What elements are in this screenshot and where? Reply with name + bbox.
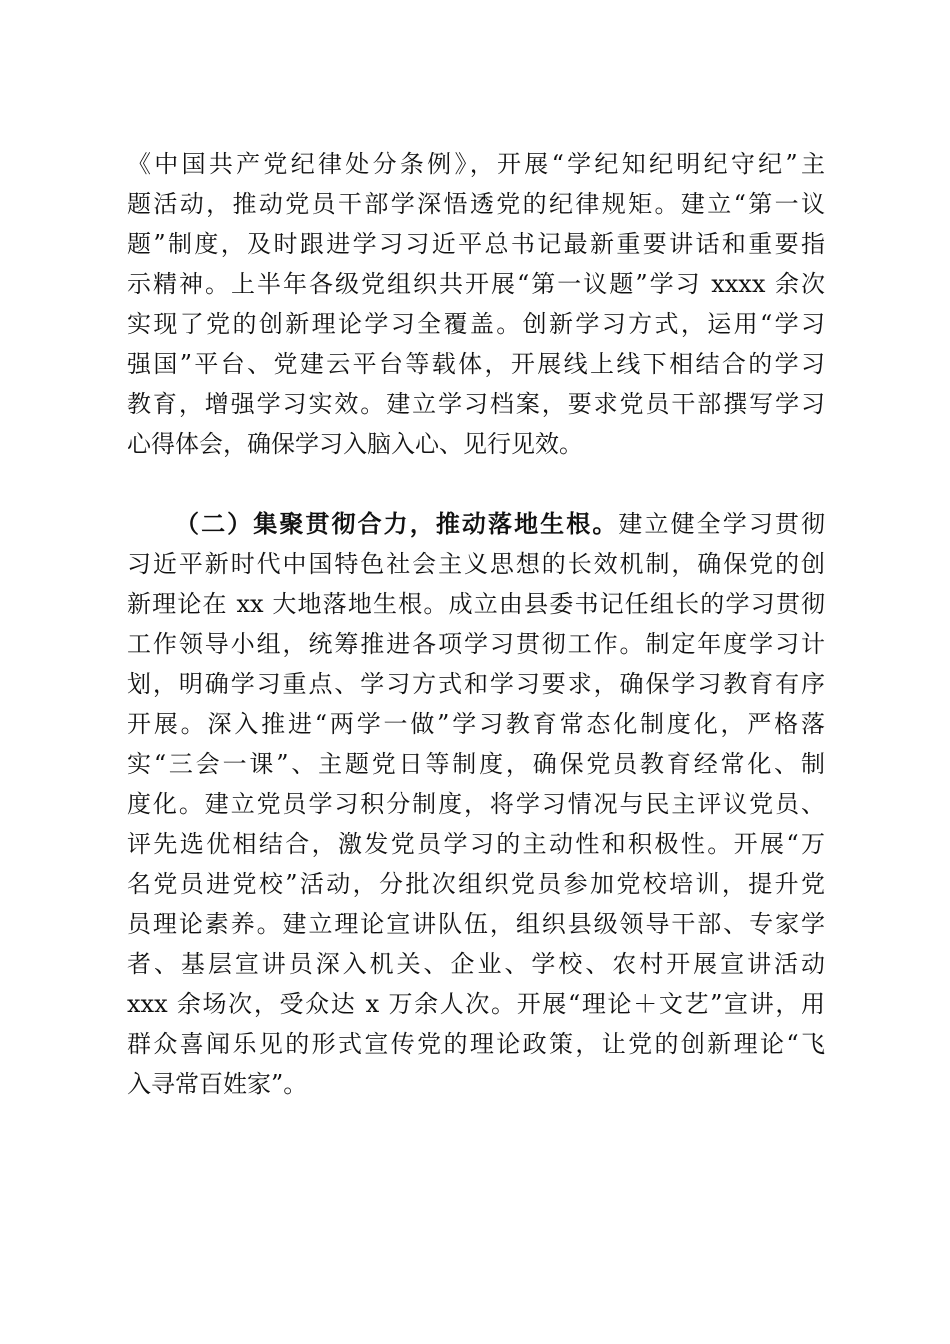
paragraph-1-line: 题活动，推动党员干部学深悟透党的纪律规矩。建立“第一议 xyxy=(127,190,825,218)
paragraph-1-line: 强国”平台、党建云平台等载体，开展线上线下相结合的学习 xyxy=(127,350,825,378)
paragraph-2-line: 习近平新时代中国特色社会主义思想的长效机制，确保党的创 xyxy=(127,550,825,578)
paragraph-2-line: 实“三会一课”、主题党日等制度，确保党员教育经常化、制 xyxy=(127,750,825,778)
paragraph-2-line: 入寻常百姓家”。 xyxy=(127,1070,308,1098)
paragraph-1-line: 示精神。上半年各级党组织共开展“第一议题”学习 xxxx 余次 xyxy=(127,270,825,298)
paragraph-2 xyxy=(127,504,825,1104)
paragraph-1-line: 《中国共产党纪律处分条例》，开展“学纪知纪明纪守纪”主 xyxy=(127,150,825,178)
paragraph-2-first-line-text: 建立健全学习贯彻 xyxy=(618,510,826,538)
paragraph-2-first-line xyxy=(127,504,825,544)
paragraph-2-line: 评先选优相结合，激发党员学习的主动性和积极性。开展“万 xyxy=(127,830,825,858)
paragraph-1-line: 教育，增强学习实效。建立学习档案，要求党员干部撰写学习 xyxy=(127,390,825,418)
paragraph-2-line: 工作领导小组，统筹推进各项学习贯彻工作。制定年度学习计 xyxy=(127,630,825,658)
paragraph-2-line: xxx 余场次，受众达 x 万余人次。开展“理论＋文艺”宣讲，用 xyxy=(127,990,825,1018)
paragraph-2-line: 开展。深入推进“两学一做”学习教育常态化制度化，严格落 xyxy=(127,710,825,738)
paragraph-2-line: 划，明确学习重点、学习方式和学习要求，确保学习教育有序 xyxy=(127,670,825,698)
paragraph-1-line: 题”制度，及时跟进学习习近平总书记最新重要讲话和重要指 xyxy=(127,230,825,258)
section-heading: （二）集聚贯彻合力，推动落地生根。 xyxy=(175,509,619,538)
paragraph-2-line: 新理论在 xx 大地落地生根。成立由县委书记任组长的学习贯彻 xyxy=(127,590,825,618)
paragraph-2-line: 名党员进党校”活动，分批次组织党员参加党校培训，提升党 xyxy=(127,870,825,898)
paragraph-1-line: 实现了党的创新理论学习全覆盖。创新学习方式，运用“学习 xyxy=(127,310,825,338)
paragraph-2-line: 度化。建立党员学习积分制度，将学习情况与民主评议党员、 xyxy=(127,790,825,818)
paragraph-2-line: 员理论素养。建立理论宣讲队伍，组织县级领导干部、专家学 xyxy=(127,910,825,938)
paragraph-1 xyxy=(127,144,825,464)
paragraph-2-line: 群众喜闻乐见的形式宣传党的理论政策，让党的创新理论“飞 xyxy=(127,1030,825,1058)
paragraph-1-line: 心得体会，确保学习入脑入心、见行见效。 xyxy=(127,430,583,458)
paragraph-2-line: 者、基层宣讲员深入机关、企业、学校、农村开展宣讲活动 xyxy=(127,950,825,978)
